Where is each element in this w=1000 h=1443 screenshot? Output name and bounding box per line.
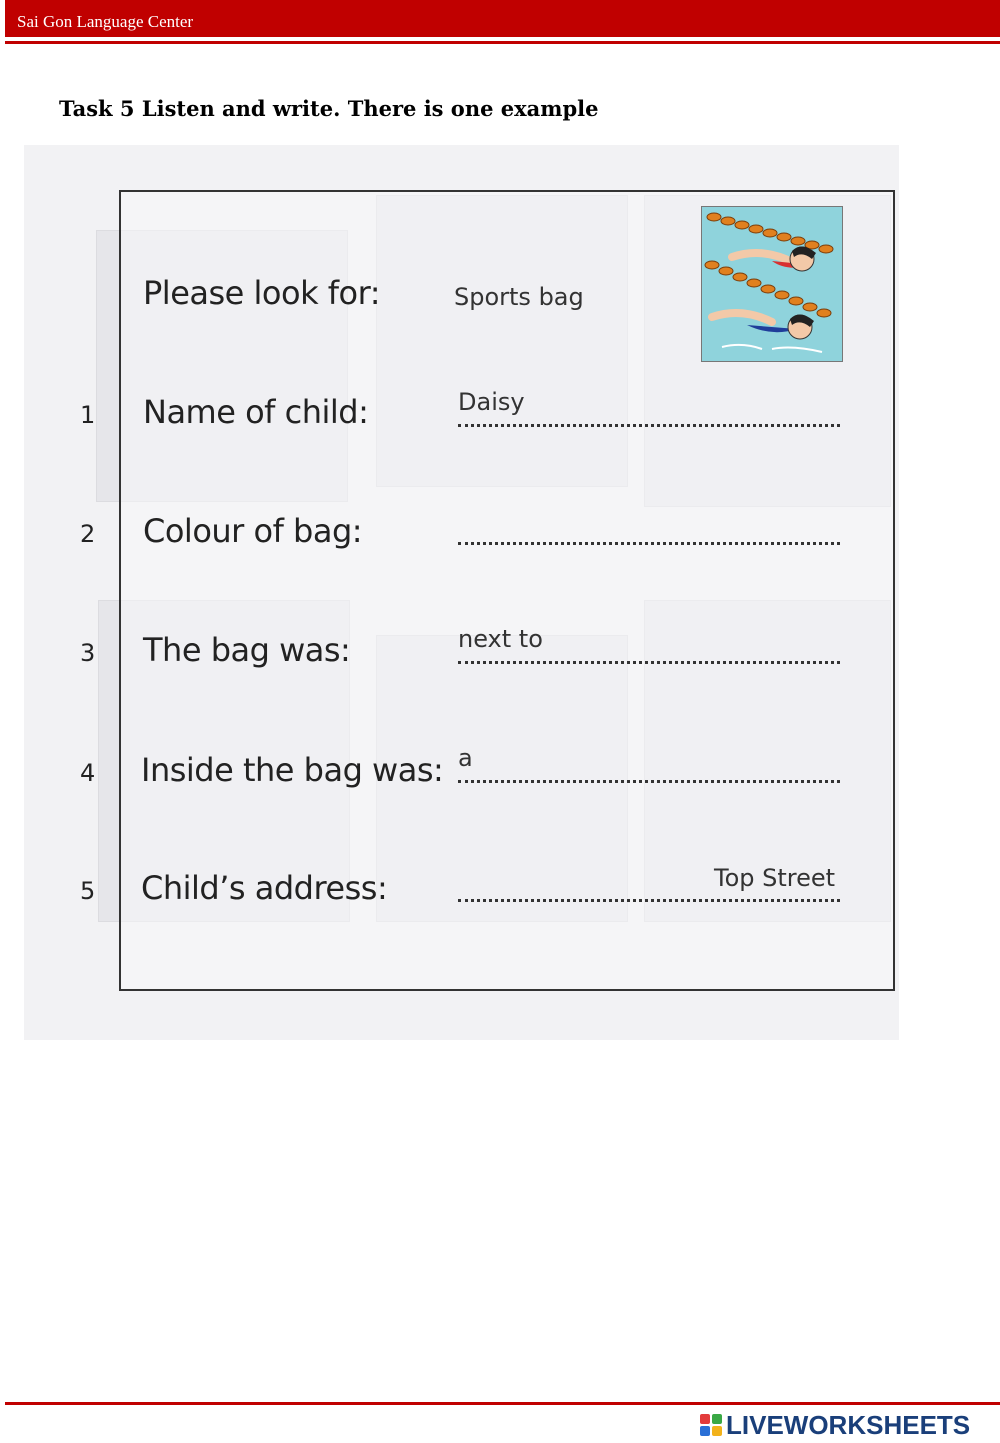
swimmers-picture-icon — [701, 206, 843, 362]
header-title: Sai Gon Language Center — [17, 12, 194, 31]
item-label: The bag was: — [143, 631, 351, 669]
answer-line — [458, 899, 840, 902]
item-number: 5 — [80, 877, 96, 905]
task-heading: Task 5 Listen and write. There is one example — [59, 96, 599, 121]
footer-divider — [5, 1402, 1000, 1405]
answer-line — [458, 661, 840, 664]
item-answer[interactable]: Top Street — [714, 864, 836, 892]
item-number: 4 — [80, 759, 96, 787]
header-divider — [5, 41, 1000, 44]
item-number: 2 — [80, 520, 96, 548]
brand-text: LIVEWORKSHEETS — [726, 1409, 971, 1440]
item-answer[interactable]: a — [458, 744, 473, 772]
item-number: 3 — [80, 639, 96, 667]
item-label: Inside the bag was: — [141, 751, 444, 789]
answer-line — [458, 542, 840, 545]
item-answer[interactable]: next to — [458, 625, 543, 653]
liveworksheets-logo — [700, 1410, 970, 1440]
answer-line — [458, 780, 840, 783]
item-number: 1 — [80, 401, 96, 429]
item-answer[interactable]: Daisy — [458, 388, 525, 416]
header-bar — [5, 0, 1000, 37]
item-label: Name of child: — [143, 393, 369, 431]
intro-label: Please look for: — [143, 274, 380, 312]
item-label: Colour of bag: — [143, 512, 363, 550]
item-label: Child’s address: — [141, 869, 388, 907]
answer-line — [458, 424, 840, 427]
intro-value: Sports bag — [454, 283, 584, 311]
logo-blocks-icon — [700, 1414, 722, 1436]
